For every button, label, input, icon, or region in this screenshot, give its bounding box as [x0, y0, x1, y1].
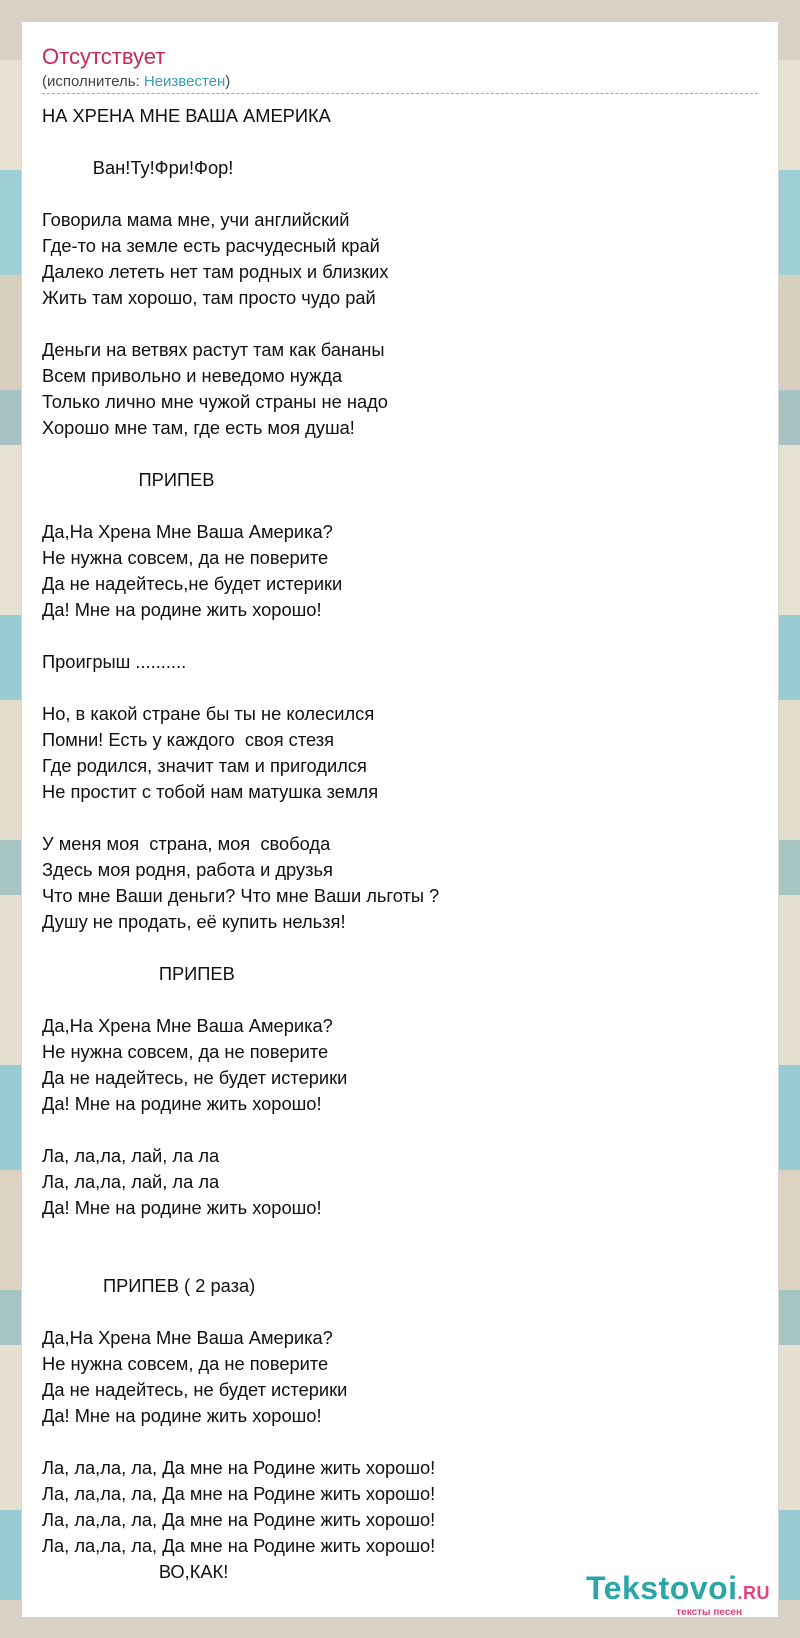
logo-wordmark	[586, 1572, 770, 1609]
song-title: Отсутствует	[42, 44, 166, 69]
logo-name: Tekstovoi	[586, 1570, 738, 1606]
divider	[42, 93, 758, 94]
logo-tld: .RU	[737, 1583, 770, 1603]
artist-line	[42, 72, 230, 92]
artist-link[interactable]: Неизвестен	[143, 73, 226, 90]
lyrics-text: НА ХРЕНА МНЕ ВАША АМЕРИКА Ван!Ту!Фри!Фор! Говорила мама мне, учи английский Где-то на земле есть расчудесный край Далеко лететь нет там родных и близких Жить там хорошо, там просто чудо рай Деньги на ветвях растут там как бананы Всем привольно и неведомо нужда Только лично мне чужой страны не надо Хорошо мне там, где есть моя душа! ПРИПЕВ Да,На Хрена Мне Ваша Америка? Не нужна совсем, да не поверите Да не надейтесь,не будет истерики Да! Мне на родине жить хорошо! Проигрыш .......... Но, в какой стране бы ты не колесился Помни! Есть у каждого своя стезя Где родился, значит там и пригодился Не простит с тобой нам матушка земля У меня моя страна, моя свобода Здесь моя родня, работа и друзья Что мне Ваши деньги? Что мне Ваши льготы ? Душу не продать, её купить нельзя! ПРИПЕВ Да,На Хрена Мне Ваша Америка? Не нужна совсем, да не поверите Да не надейтесь, не будет истерики Да! Мне на родине жить хорошо! Ла, ла,ла, лай, ла ла Ла, ла,ла, лай, ла ла Да! Мне на родине жить хорошо! ПРИПЕВ ( 2 раза) Да,На Хрена Мне Ваша Америка? Не нужна совсем, да не поверите Да не надейтесь, не будет истерики Да! Мне на родине жить хорошо! Ла, ла,ла, ла, Да мне на Родине жить хорошо! Ла, ла,ла, ла, Да мне на Родине жить хорошо! Ла, ла,ла, ла, Да мне на Родине жить хорошо! Ла, ла,ла, ла, Да мне на Родине жить хорошо! ВО,КАК!	[42, 105, 440, 1582]
logo-tagline: тексты песен	[676, 1607, 742, 1618]
artist-prefix: (исполнитель:	[42, 73, 144, 90]
site-logo[interactable]	[586, 1572, 770, 1618]
artist-suffix: )	[225, 73, 231, 90]
